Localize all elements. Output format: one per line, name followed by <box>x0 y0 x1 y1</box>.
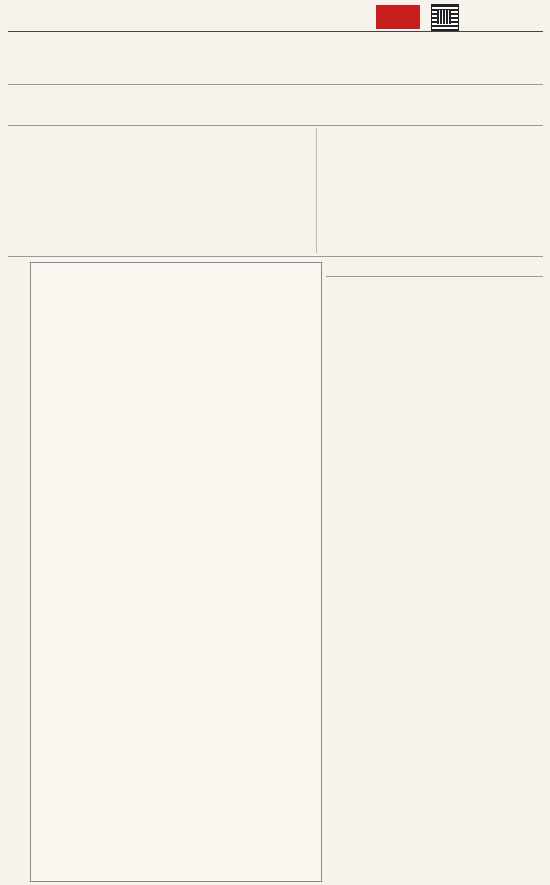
service-body <box>322 141 543 251</box>
section-badge <box>376 5 420 29</box>
header-divider <box>8 31 543 32</box>
briefs-body <box>326 280 543 880</box>
insurance-col-3 <box>214 141 310 251</box>
insurance-col-2 <box>113 141 209 251</box>
qr-code-icon <box>431 4 459 32</box>
insurance-col-1 <box>8 141 108 251</box>
wellness-box <box>30 262 322 882</box>
headline-divider <box>8 84 543 85</box>
page-header <box>0 0 550 42</box>
column-divider <box>316 128 317 253</box>
section-divider <box>8 125 543 126</box>
section-divider-2 <box>8 256 543 257</box>
briefs-divider <box>326 276 543 277</box>
